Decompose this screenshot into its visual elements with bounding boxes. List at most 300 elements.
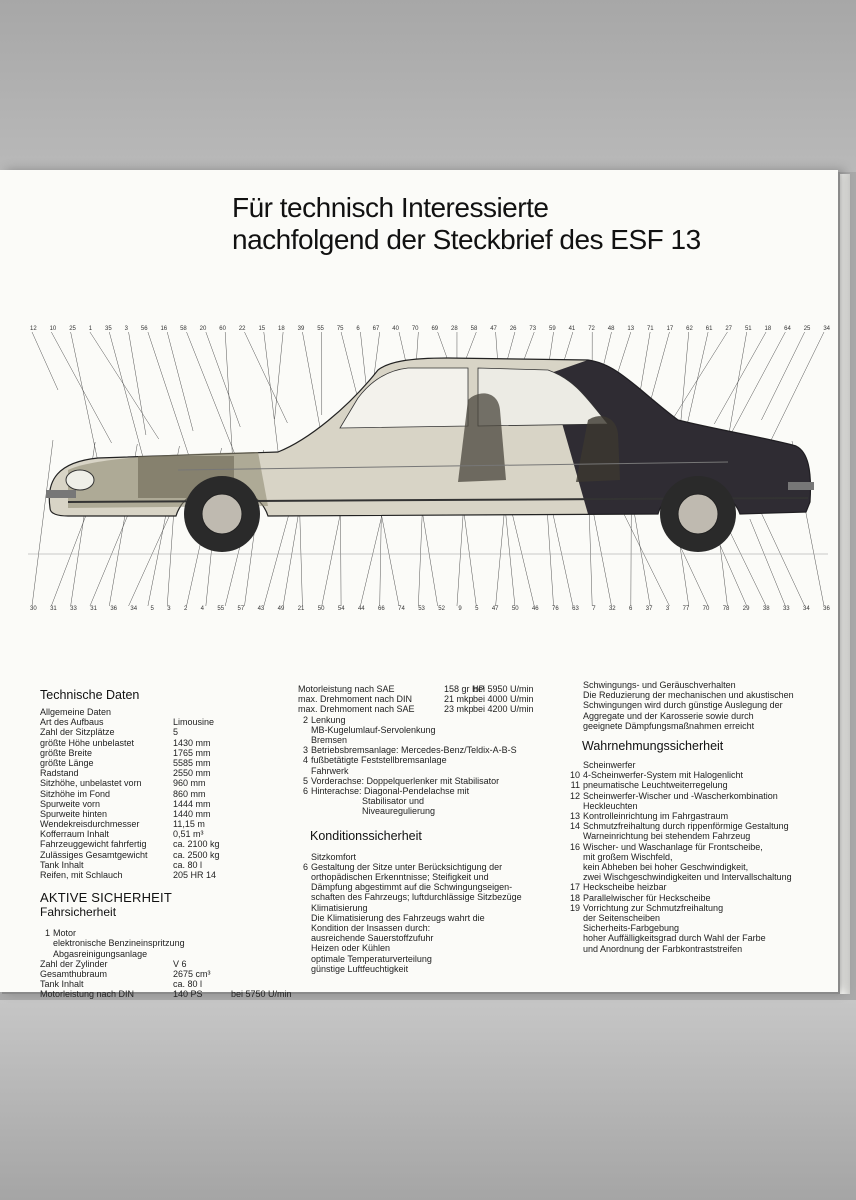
data-value: 1765 mm [173, 747, 211, 758]
data-label: größte Höhe unbelastet [40, 737, 135, 748]
list-item [570, 923, 832, 933]
column-technische-daten [40, 688, 290, 1000]
list-item [570, 944, 832, 954]
callout-number: 34 [823, 326, 830, 332]
list-item [298, 913, 570, 923]
list-item [570, 760, 832, 770]
item-text: Parallelwischer für Heckscheibe [583, 892, 711, 903]
list-item [298, 903, 570, 913]
page-title [232, 192, 701, 256]
schwingung-text [570, 680, 832, 731]
item-text: der Seitenscheiben [583, 913, 661, 924]
data-label: Radstand [40, 768, 79, 779]
callout-number: 12 [30, 326, 37, 332]
list-item [570, 821, 832, 831]
list-item [298, 872, 570, 882]
data-value: 23 mkp [444, 704, 474, 715]
callout-number: 22 [238, 326, 246, 332]
list-item [298, 786, 570, 796]
leader-line-bottom [505, 505, 515, 606]
data-value: 5 [173, 727, 179, 738]
callout-number: 52 [438, 606, 445, 612]
data-value: ca. 2500 kg [173, 849, 220, 860]
list-item [298, 892, 570, 902]
callout-number: 38 [762, 606, 770, 612]
callout-number: 60 [219, 326, 226, 332]
callout-number: 3 [167, 606, 171, 612]
callout-number: 37 [645, 606, 653, 612]
konditionssicherheit-heading: Konditionssicherheit [310, 828, 422, 843]
item-text: Vorderachse: Doppelquerlenker mit Stabilisator [311, 775, 500, 786]
callout-number: 9 [458, 606, 462, 612]
callout-number: 55 [217, 606, 225, 612]
item-text: orthopädischen Erkenntnisse; Steifigkeit und [311, 872, 489, 882]
data-value: 2550 mm [173, 768, 211, 779]
indent-line: Niveauregulierung [362, 806, 436, 817]
data-label: max. Drehmoment nach DIN [298, 694, 413, 705]
callout-number: 29 [742, 606, 750, 612]
data-value: Limousine [173, 717, 215, 728]
callout-number: 40 [392, 326, 399, 332]
callout-number: 18 [278, 326, 285, 332]
data-label: Gesamthubraum [40, 968, 108, 979]
callout-number: 33 [70, 606, 77, 612]
headlight [66, 470, 94, 490]
data-row [40, 778, 290, 788]
item-number: 18 [570, 892, 581, 903]
item-text: schaften des Fahrzeugs; luftdurchlässige Sitzbezüge [311, 892, 522, 903]
data-row [40, 717, 290, 727]
callout-number: 10 [49, 326, 57, 332]
data-row [40, 748, 290, 758]
callout-number: 56 [140, 326, 148, 332]
item-text: Kondition der Insassen durch: [311, 923, 431, 934]
callout-number: 77 [682, 606, 690, 612]
callout-number: 1 [88, 326, 93, 332]
item-number: 10 [570, 770, 581, 781]
front-window [340, 368, 468, 428]
callout-number: 4 [200, 606, 205, 612]
data-extra: bei 5750 U/min [231, 989, 292, 1000]
item-number: 4 [302, 755, 308, 766]
background-bottom [0, 1000, 856, 1200]
callout-number: 26 [509, 326, 517, 332]
callout-number: 74 [398, 606, 405, 612]
callout-number: 27 [725, 326, 733, 332]
item-text: 4-Scheinwerfer-System mit Halogenlicht [583, 770, 744, 781]
item-text: Kontrolleinrichtung im Fahrgastraum [583, 811, 729, 822]
item-text: Lenkung [311, 714, 346, 725]
callout-number: 48 [607, 326, 615, 332]
callout-number: 31 [90, 606, 97, 612]
leader-line-top [667, 332, 727, 428]
list-item [570, 831, 832, 841]
callout-number: 34 [803, 606, 810, 612]
data-value: 1440 mm [173, 808, 211, 819]
callout-number: 47 [491, 606, 499, 612]
callout-number: 71 [646, 326, 654, 332]
data-row [40, 819, 290, 829]
leader-line-top [129, 332, 146, 435]
leader-line-bottom [421, 501, 438, 606]
callout-number: 33 [782, 606, 790, 612]
callout-number: 59 [549, 326, 556, 332]
konditionssicherheit-list [298, 852, 570, 974]
item-text: Heizen oder Kühlen [311, 943, 391, 954]
callout-number: 15 [258, 326, 266, 332]
item-text: zwei Wischgeschwindigkeiten und Intervallschaltung [583, 872, 792, 883]
list-item [570, 913, 832, 923]
data-row [40, 860, 290, 870]
data-row [40, 979, 290, 989]
leader-line-top [51, 332, 111, 443]
item-number: 16 [570, 841, 581, 852]
item-text: Betriebsbremsanlage: Mercedes-Benz/Teldix-A-B-S [311, 745, 517, 756]
list-item [298, 964, 570, 974]
callout-number: 63 [572, 606, 579, 612]
list-item [298, 735, 570, 745]
motor-performance-table [298, 684, 570, 715]
data-value: 0,51 m³ [173, 829, 204, 840]
data-value: ca. 80 l [173, 979, 203, 990]
callout-number: 6 [356, 326, 360, 332]
item-text: und Anordnung der Farbkontraststreifen [583, 943, 743, 954]
data-label: Sitzhöhe, unbelastet vorn [40, 778, 142, 789]
data-value: 158 gr HP [444, 684, 485, 694]
callout-number: 76 [552, 606, 559, 612]
page-edge [838, 174, 850, 994]
item-number: 6 [302, 785, 308, 796]
callout-number: 3 [124, 326, 128, 332]
callout-number: 50 [317, 606, 325, 612]
callout-number: 64 [784, 326, 791, 332]
item-text: Gestaltung der Sitze unter Berücksichtigung der [311, 861, 503, 872]
list-item [298, 882, 570, 892]
front-bumper [46, 490, 76, 498]
leader-line-bottom [463, 503, 477, 606]
leader-line-bottom [750, 519, 786, 606]
text-line: Schwingungs- und Geräuschverhalten [583, 680, 736, 690]
item-text: pneumatische Leuchtweiterregelung [583, 780, 728, 791]
callout-number: 35 [105, 326, 112, 332]
item-text: Wischer- und Waschanlage für Frontscheibe, [583, 841, 763, 852]
data-extra: bei 4200 U/min [473, 704, 534, 715]
leader-line-top [761, 332, 804, 420]
item-text: Warneinrichtung bei stehendem Fahrzeug [583, 831, 751, 842]
data-extra: bei 5950 U/min [473, 684, 534, 694]
data-label: Kofferraum Inhalt [40, 829, 109, 840]
callout-number: 5 [475, 606, 479, 612]
callout-number: 54 [337, 606, 345, 612]
data-row [40, 738, 290, 748]
item-number: 17 [570, 882, 581, 893]
list-item [298, 852, 570, 862]
item-text: Scheinwerfer-Wischer und -Wascherkombination [583, 790, 778, 801]
callout-number: 28 [451, 326, 458, 332]
list-item [570, 770, 832, 780]
list-item [298, 715, 570, 725]
list-item [298, 933, 570, 943]
callout-number: 31 [50, 606, 57, 612]
item-text: Schmutzfreihaltung durch rippenförmige Gestaltung [583, 821, 789, 832]
text-line: geeignete Dämpfungsmaßnahmen erreicht [583, 720, 755, 731]
list-item [298, 755, 570, 765]
data-value: 2675 cm³ [173, 968, 211, 979]
data-row [40, 727, 290, 737]
list-item [570, 791, 832, 801]
callout-number: 18 [764, 326, 772, 332]
column-wahrnehmung [570, 680, 832, 954]
list-item [298, 943, 570, 953]
data-value: 860 mm [173, 788, 206, 799]
item-text: Bremsen [311, 734, 348, 745]
callout-number: 57 [237, 606, 245, 612]
data-label: Motorleistung nach DIN [40, 989, 135, 1000]
leader-line-top [714, 332, 766, 424]
data-label: Spurweite hinten [40, 808, 108, 819]
leader-line-top [244, 332, 287, 423]
text-line: Die Reduzierung der mechanischen und akustischen [583, 690, 794, 701]
callout-number: 70 [411, 326, 419, 332]
item-text: kein Abheben bei hoher Geschwindigkeit, [583, 862, 749, 873]
data-value: 5585 mm [173, 757, 211, 768]
item-text: günstige Luftfeuchtigkeit [311, 963, 409, 974]
item-text: Heckscheibe heizbar [583, 882, 667, 893]
title-line-2: nachfolgend der Steckbrief des ESF 13 [232, 224, 701, 255]
callout-number: 39 [297, 326, 305, 332]
leader-line-top [275, 332, 284, 419]
item-text: Sicherheits-Farbgebung [583, 923, 680, 934]
callout-number: 36 [110, 606, 117, 612]
list-item [570, 780, 832, 790]
callout-number: 41 [568, 326, 576, 332]
item-number: 2 [302, 714, 308, 725]
data-value: 1430 mm [173, 737, 211, 748]
data-row [40, 799, 290, 809]
car-cutaway-illustration [28, 330, 828, 610]
list-item [298, 862, 570, 872]
data-row [40, 850, 290, 860]
data-row [298, 704, 570, 714]
data-label: größte Länge [40, 757, 94, 768]
fahrsicherheit-heading: Fahrsicherheit [40, 905, 117, 920]
data-label: Allgemeine Daten [40, 707, 112, 717]
item-text: Hinterachse: Diagonal-Pendelachse mit [311, 785, 470, 796]
callout-number: 20 [199, 326, 207, 332]
technische-daten-table [40, 707, 290, 880]
fahrsicherheit-list [298, 715, 570, 797]
data-row [40, 768, 290, 778]
motor-data-table [40, 959, 290, 1000]
list-item [570, 872, 832, 882]
item-text: Dämpfung abgestimmt auf die Schwingungseigen- [311, 882, 513, 893]
data-label: Spurweite vorn [40, 798, 101, 809]
data-row [40, 758, 290, 768]
callout-number: 50 [511, 606, 519, 612]
data-extra: bei 4000 U/min [473, 694, 534, 705]
data-row [40, 707, 290, 717]
item-number: 13 [570, 811, 581, 822]
data-label: Art des Aufbaus [40, 717, 104, 728]
data-label: Tank Inhalt [40, 859, 84, 870]
data-row [40, 989, 290, 999]
leader-line-top [32, 332, 58, 390]
item-text: Die Klimatisierung des Fahrzeugs wahrt die [311, 912, 485, 923]
list-item [570, 882, 832, 892]
callout-number: 47 [490, 326, 497, 332]
background-top [0, 0, 856, 172]
data-value: ca. 80 l [173, 859, 203, 870]
item-text: Sitzkomfort [311, 851, 357, 862]
data-row [298, 694, 570, 704]
list-item [570, 893, 832, 903]
title-line-1: Für technisch Interessierte [232, 192, 549, 223]
data-row [298, 684, 570, 694]
technische-daten-heading: Technische Daten [40, 688, 140, 702]
leader-line-top [167, 332, 193, 431]
callout-number: 30 [30, 606, 37, 612]
data-row [40, 829, 290, 839]
callout-number: 72 [588, 326, 595, 332]
callout-number: 36 [823, 606, 830, 612]
data-label: Tank Inhalt [40, 979, 84, 990]
callout-number: 66 [378, 606, 385, 612]
data-value: 1444 mm [173, 798, 211, 809]
callout-number: 78 [722, 606, 730, 612]
data-row [40, 969, 290, 979]
callout-number: 73 [529, 326, 537, 332]
list-item [298, 745, 570, 755]
callout-number: 6 [629, 606, 633, 612]
callout-number: 53 [418, 606, 425, 612]
data-label: max. Drehmoment nach SAE [298, 704, 415, 715]
callout-numbers-bottom [30, 606, 830, 612]
data-label: Fahrzeuggewicht fahrfertig [40, 839, 147, 850]
data-row [40, 789, 290, 799]
leader-line-top [680, 332, 689, 432]
callout-number: 16 [160, 326, 168, 332]
data-value: 205 HR 14 [173, 870, 217, 880]
leader-line-top [206, 332, 240, 427]
item-number: 11 [570, 780, 580, 791]
callout-number: 51 [744, 326, 752, 332]
motor-label: Motor [53, 928, 77, 939]
callout-number: 67 [372, 326, 380, 332]
list-item [570, 903, 832, 913]
brochure-page [0, 170, 838, 1000]
item-text: mit großem Wischfeld, [583, 851, 673, 862]
data-value: 960 mm [173, 778, 206, 789]
callout-number: 62 [686, 326, 693, 332]
callout-number: 75 [336, 326, 344, 332]
item-number: 5 [302, 775, 308, 786]
list-item [298, 766, 570, 776]
item-text: Vorrichtung zur Schmutzfreihaltung [583, 902, 724, 913]
data-label: größte Breite [40, 747, 93, 758]
callout-number: 7 [592, 606, 596, 612]
callout-number: 44 [357, 606, 365, 612]
list-item [298, 725, 570, 735]
list-item [298, 954, 570, 964]
list-item [570, 852, 832, 862]
data-row [40, 809, 290, 819]
list-item [570, 933, 832, 943]
wahrnehmungssicherheit-heading: Wahrnehmungssicherheit [582, 739, 724, 754]
leader-line-top [90, 332, 159, 439]
callout-number: 43 [257, 606, 265, 612]
callout-number: 32 [608, 606, 616, 612]
indent-line: Stabilisator und [362, 796, 425, 807]
data-row [40, 839, 290, 849]
list-item [570, 842, 832, 852]
item-text: MB-Kugelumlauf-Servolenkung [311, 724, 436, 735]
leader-line-bottom [547, 507, 554, 606]
callout-number: 3 [665, 606, 670, 612]
data-label: Motorleistung nach SAE [298, 684, 395, 694]
item-text: Fahrwerk [311, 765, 349, 776]
motor-line: elektronische Benzineinspritzung [53, 938, 185, 949]
item-text: Klimatisierung [311, 902, 368, 913]
item-text: Scheinwerfer [583, 760, 636, 771]
callout-number: 5 [150, 606, 154, 612]
leader-line-bottom [589, 509, 592, 606]
list-item [298, 776, 570, 786]
callout-number: 25 [69, 326, 76, 332]
callout-number: 69 [431, 326, 439, 332]
data-row [40, 959, 290, 969]
item-text: fußbetätigte Feststellbremsanlage [311, 755, 447, 766]
data-label: Reifen, mit Schlauch [40, 870, 123, 880]
item-text: hoher Auffälligkeitsgrad durch Wahl der Farbe [583, 933, 766, 944]
data-value: V 6 [173, 958, 187, 969]
callout-number: 13 [627, 326, 635, 332]
callout-number: 46 [531, 606, 539, 612]
item-number: 12 [570, 790, 581, 801]
data-row [40, 870, 290, 880]
data-label: Zahl der Sitzplätze [40, 727, 115, 738]
callout-number: 2 [183, 606, 188, 612]
callout-number: 55 [317, 326, 324, 332]
data-value: ca. 2100 kg [173, 839, 220, 850]
item-number: 14 [570, 821, 581, 832]
rear-wheel-hub [678, 494, 718, 534]
callout-number: 17 [666, 326, 674, 332]
callout-number: 61 [705, 326, 713, 332]
rear-bumper [788, 482, 814, 490]
item-text: ausreichende Sauerstoffzufuhr [311, 933, 434, 944]
list-item [298, 923, 570, 933]
text-line: Aggregate und der Karosserie sowie durch [583, 710, 754, 721]
data-label: Wendekreisdurchmesser [40, 819, 140, 830]
wahrnehmungssicherheit-list [570, 760, 832, 954]
callout-number: 25 [803, 326, 811, 332]
leader-line-bottom [32, 440, 53, 606]
callout-number: 21 [297, 606, 305, 612]
motor-line: Abgasreinigungsanlage [53, 948, 148, 959]
data-label: Zulässiges Gesamtgewicht [40, 849, 148, 860]
motor-number: 1 [44, 928, 50, 939]
data-label: Sitzhöhe im Fond [40, 788, 111, 799]
front-wheel-hub [202, 494, 242, 534]
item-number: 19 [570, 902, 581, 913]
data-value: 21 mkp [444, 694, 474, 705]
text-line: Schwingungen wird durch günstige Auslegung der [583, 700, 783, 711]
callout-number: 34 [130, 606, 138, 612]
list-item [570, 811, 832, 821]
callout-number: 58 [180, 326, 187, 332]
aktive-sicherheit-heading: AKTIVE SICHERHEIT [40, 890, 172, 906]
motor-item [40, 928, 290, 938]
